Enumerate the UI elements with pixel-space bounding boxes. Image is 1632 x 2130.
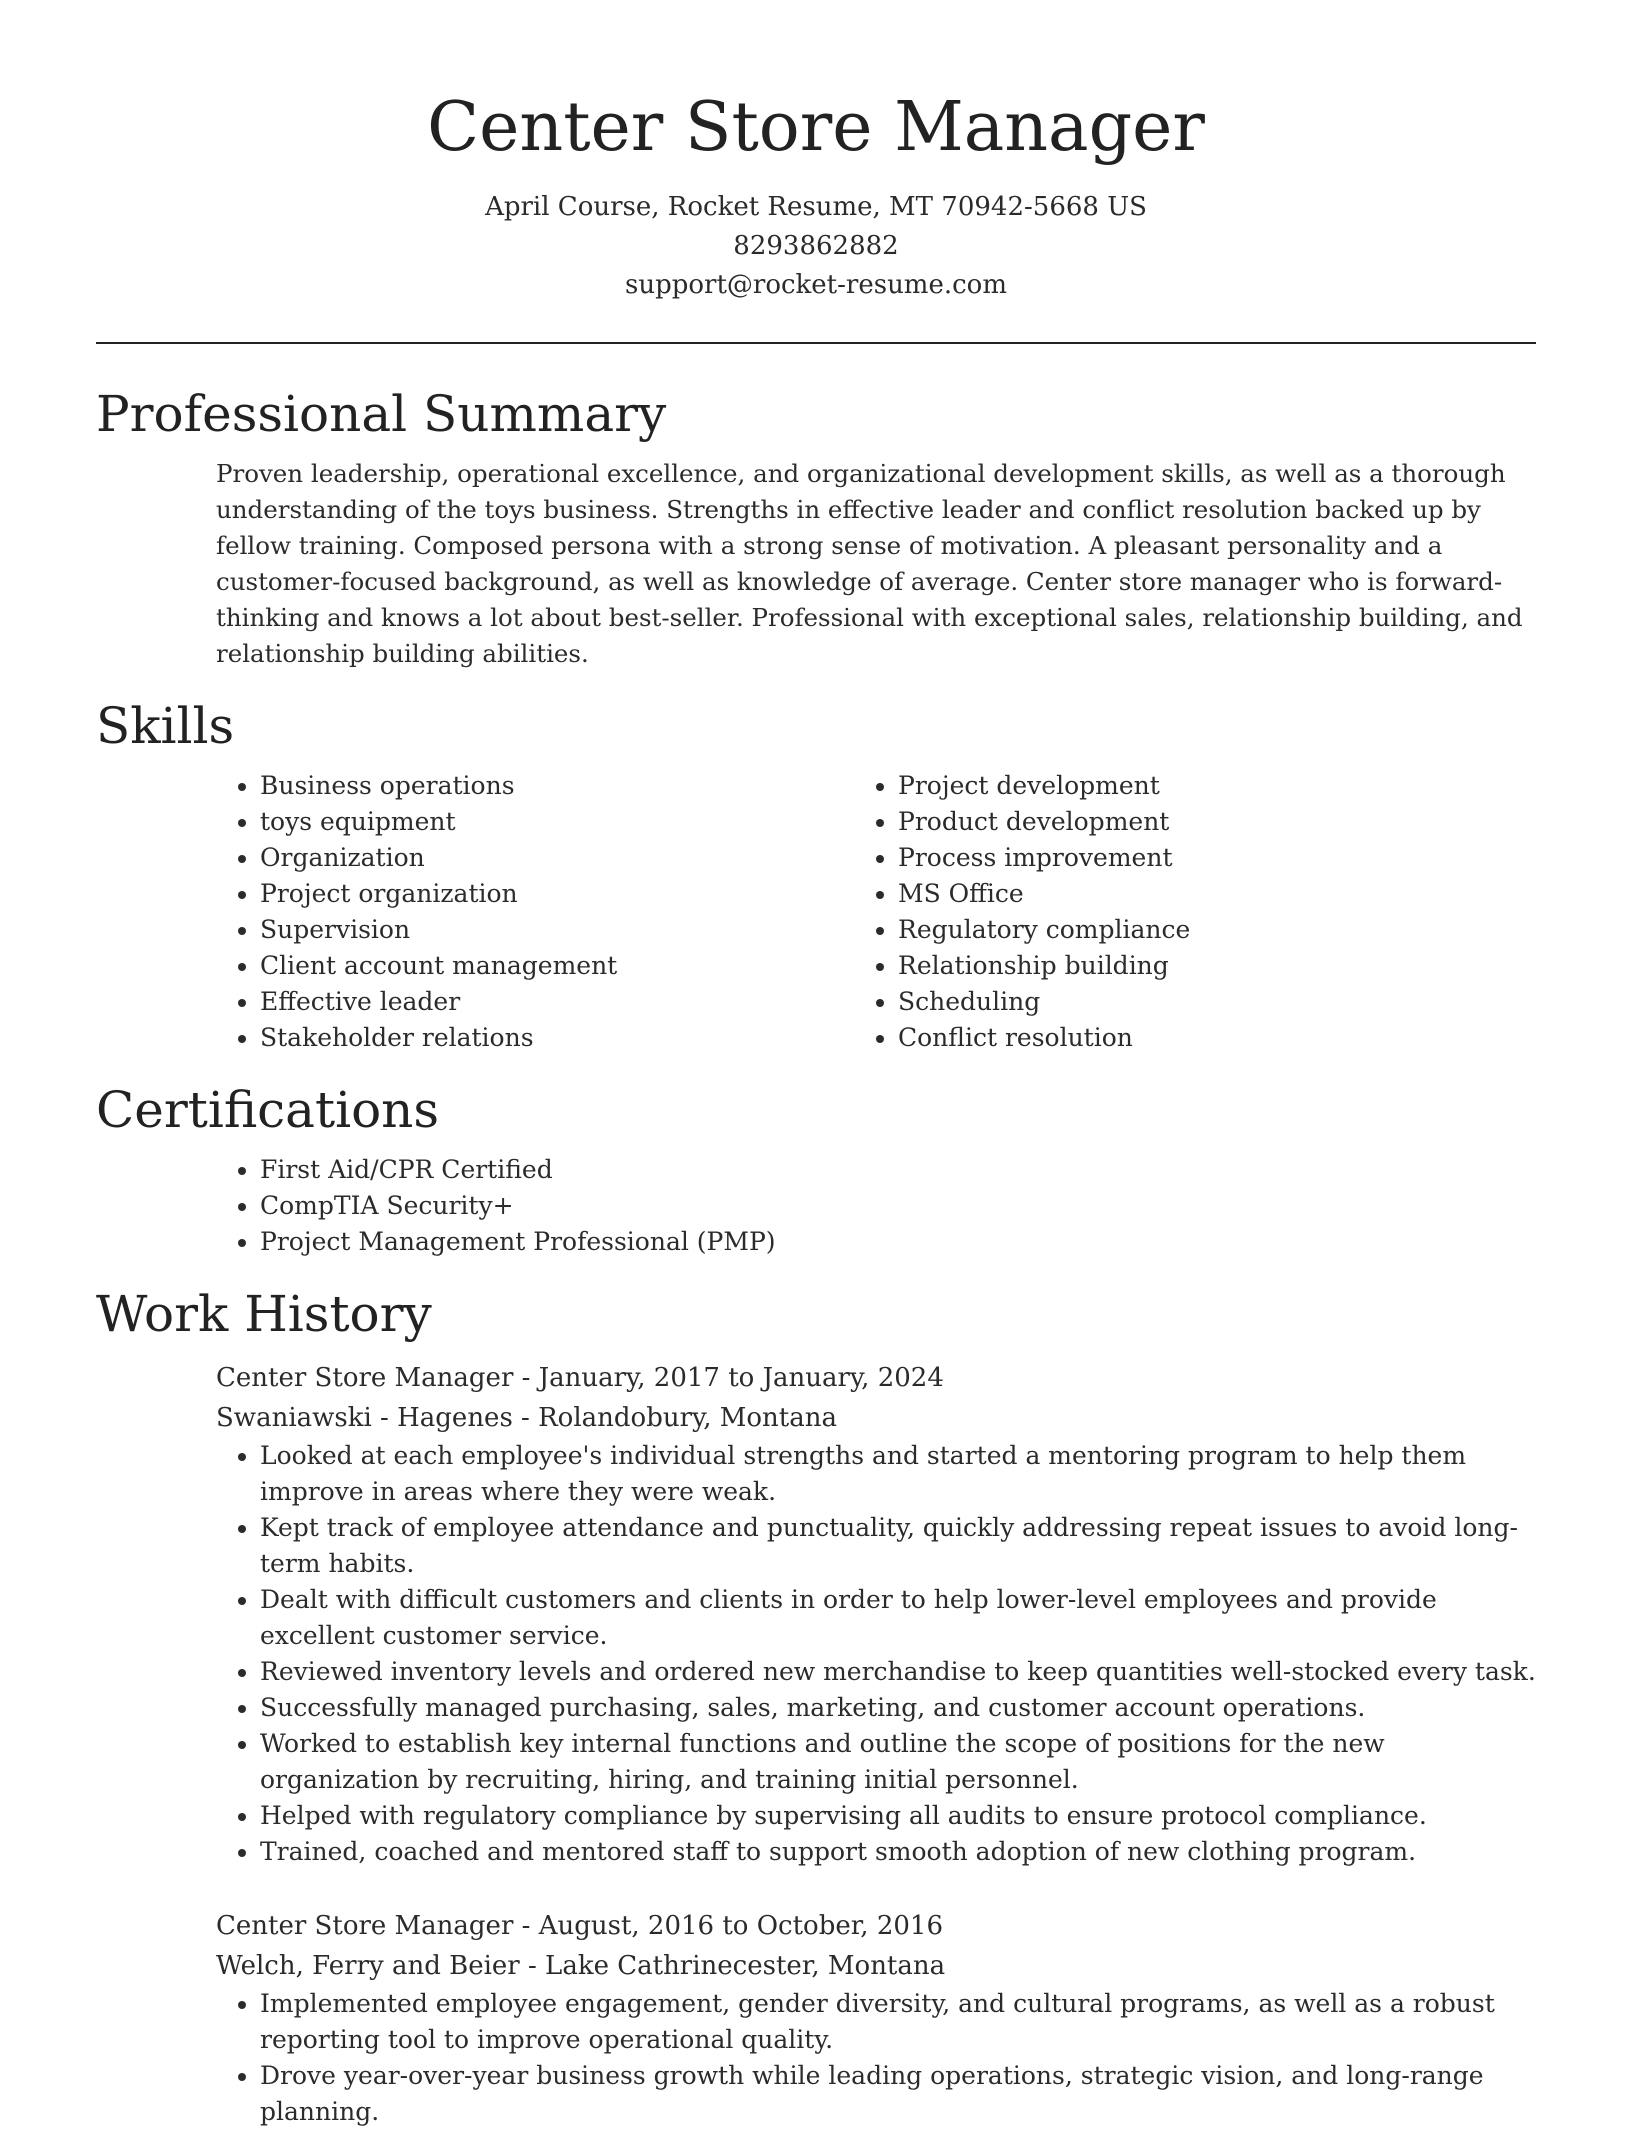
job-bullet: • Dealt with difficult customers and clients in order to help lower-level employees and provide excellent customer service.	[260, 1582, 1536, 1654]
job-entry	[96, 1906, 1536, 2130]
skill-item: • Product development	[898, 804, 1536, 840]
contact-address: April Course, Rocket Resume, MT 70942-5668 US	[485, 192, 1147, 222]
job-company-line: Swaniawski - Hagenes - Rolandobury, Montana	[216, 1403, 837, 1433]
job-bullet: • Successfully managed purchasing, sales, marketing, and customer account operations.	[260, 1690, 1536, 1726]
header-divider	[96, 342, 1536, 344]
job-entry	[96, 1358, 1536, 1870]
certification-item: • First Aid/CPR Certified	[260, 1152, 1536, 1188]
job-bullets	[96, 1438, 1536, 1870]
job-bullet: • Helped with regulatory compliance by supervising all audits to ensure protocol compliance.	[260, 1798, 1536, 1834]
job-bullets	[96, 1986, 1536, 2130]
skills-section	[96, 694, 1536, 1056]
skill-item: • toys equipment	[260, 804, 898, 840]
skills-list-right	[734, 768, 1536, 1056]
resume-page	[96, 0, 1536, 2130]
job-bullet: • Trained, coached and mentored staff to support smooth adoption of new clothing program.	[260, 1834, 1536, 1870]
skill-item: • Client account management	[260, 948, 898, 984]
skill-item: • Project organization	[260, 876, 898, 912]
skill-item: • Process improvement	[898, 840, 1536, 876]
job-spacer	[96, 1870, 1536, 1906]
job-bullet: • Drove year-over-year business growth while leading operations, strategic vision, and long-range planning.	[260, 2058, 1536, 2130]
job-bullet: • Reviewed inventory levels and ordered new merchandise to keep quantities well-stocked every task.	[260, 1654, 1536, 1690]
job-role-line: Center Store Manager - August, 2016 to October, 2016	[216, 1911, 943, 1941]
certifications-section	[96, 1078, 1536, 1260]
skills-title: Skills	[96, 697, 235, 755]
contact-phone: 8293862882	[733, 231, 899, 261]
skills-columns	[96, 768, 1536, 1056]
certifications-list	[96, 1152, 1536, 1260]
contact-email: support@rocket-resume.com	[624, 270, 1007, 300]
candidate-name: Center Store Manager	[427, 88, 1205, 167]
skill-item: • Organization	[260, 840, 898, 876]
certification-item: • Project Management Professional (PMP)	[260, 1224, 1536, 1260]
job-bullet: • Implemented employee engagement, gender diversity, and cultural programs, as well as a robust reporting tool to improve operational quality.	[260, 1986, 1536, 2058]
skill-item: • Project development	[898, 768, 1536, 804]
skill-item: • Effective leader	[260, 984, 898, 1020]
skill-item: • Stakeholder relations	[260, 1020, 898, 1056]
job-bullet: • Worked to establish key internal functions and outline the scope of positions for the new organization by recruiting, hiring, and training initial personnel.	[260, 1726, 1536, 1798]
resume-header	[96, 0, 1536, 305]
summary-section	[96, 382, 1536, 672]
job-bullet: • Kept track of employee attendance and punctuality, quickly addressing repeat issues to avoid long-term habits.	[260, 1510, 1536, 1582]
skill-item: • Business operations	[260, 768, 898, 804]
skill-item: • MS Office	[898, 876, 1536, 912]
skill-item: • Relationship building	[898, 948, 1536, 984]
summary-title: Professional Summary	[96, 385, 667, 443]
summary-text: Proven leadership, operational excellence, and organizational development skills, as well as a thorough understanding of the toys business. Strengths in effective leader and conflict resolution backed up by fellow training. Composed persona with a strong sense of motivation. A pleasant personality and a customer-focused background, as well as knowledge of average. Center store manager who is forward-thinking and knows a lot about best-seller. Professional with exceptional sales, relationship building, and relationship building abilities.	[216, 459, 1523, 668]
skill-item: • Supervision	[260, 912, 898, 948]
job-bullet: • Looked at each employee's individual strengths and started a mentoring program to help them improve in areas where they were weak.	[260, 1438, 1536, 1510]
skill-item: • Conflict resolution	[898, 1020, 1536, 1056]
job-role-line: Center Store Manager - January, 2017 to January, 2024	[216, 1363, 944, 1393]
skill-item: • Scheduling	[898, 984, 1536, 1020]
job-company-line: Welch, Ferry and Beier - Lake Cathrinecester, Montana	[216, 1951, 946, 1981]
certifications-title: Certifications	[96, 1081, 440, 1139]
certification-item: • CompTIA Security+	[260, 1188, 1536, 1224]
work-history-section	[96, 1282, 1536, 2130]
skill-item: • Regulatory compliance	[898, 912, 1536, 948]
work-history-title: Work History	[96, 1285, 432, 1343]
